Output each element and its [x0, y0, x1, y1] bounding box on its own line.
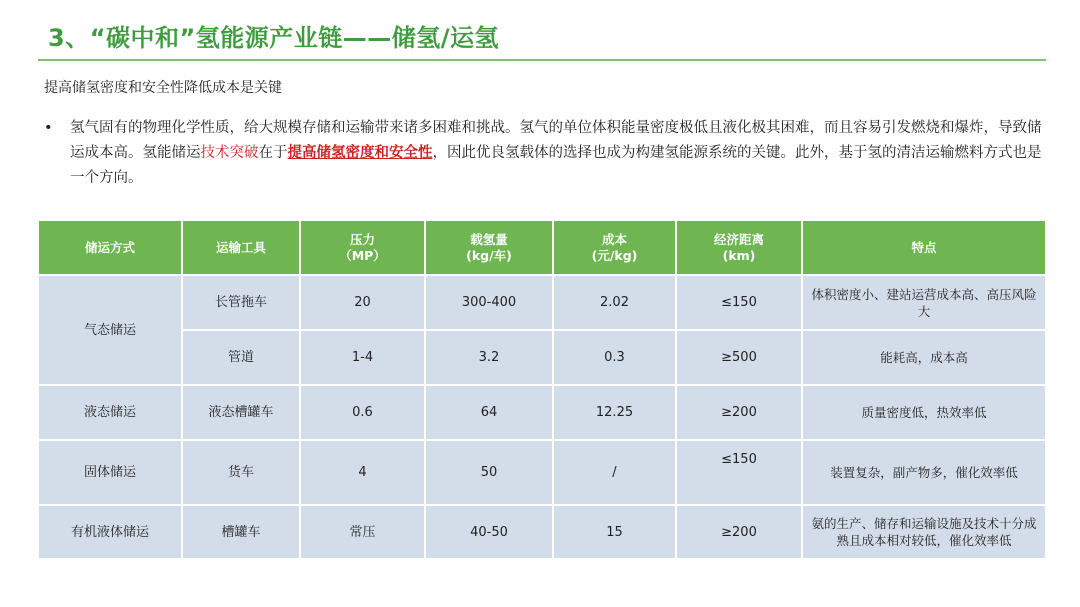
cell-distance: ≥200 [676, 385, 802, 440]
cell-distance: ≥500 [676, 330, 802, 385]
cell-method: 固体储运 [38, 440, 182, 505]
cell-capacity: 40-50 [425, 505, 553, 559]
paragraph-highlight-tech: 技术突破 [200, 145, 259, 161]
bullet-marker: • [44, 120, 53, 136]
paragraph-text [70, 116, 1054, 191]
cell-method: 液态储运 [38, 385, 182, 440]
cell-capacity: 300-400 [425, 275, 553, 330]
cell-distance: ≤150 [676, 440, 802, 505]
cell-cost: / [553, 440, 676, 505]
cell-tool: 长管拖车 [182, 275, 300, 330]
header-feature: 特点 [802, 220, 1046, 275]
cell-tool: 槽罐车 [182, 505, 300, 559]
header-method: 储运方式 [38, 220, 182, 275]
cell-feature: 质量密度低，热效率低 [802, 385, 1046, 440]
cell-tool: 液态槽罐车 [182, 385, 300, 440]
page-title: 3、“碳中和”氢能源产业链——储氢/运氢 [48, 24, 500, 52]
title-divider [38, 59, 1046, 61]
cell-pressure: 4 [300, 440, 425, 505]
paragraph-part-2: 在于 [258, 145, 288, 161]
cell-pressure: 0.6 [300, 385, 425, 440]
paragraph-highlight-density: 提高储氢密度和安全性 [287, 145, 433, 161]
paragraph-part-3: ，因此优良氢载体的选择也成为构建氢能源系统的关键。此外，基于氢的清洁运输燃料方式也是一个方向。 [70, 145, 1042, 186]
cell-distance: ≤150 [676, 275, 802, 330]
cell-pressure: 20 [300, 275, 425, 330]
table-header-row [38, 220, 1046, 275]
cell-cost: 0.3 [553, 330, 676, 385]
cell-cost: 12.25 [553, 385, 676, 440]
header-pressure: 压力 （MP） [300, 220, 425, 275]
cell-pressure: 1-4 [300, 330, 425, 385]
paragraph-part-1: 氢气固有的物理化学性质，给大规模存储和运输带来诸多困难和挑战。氢气的单位体积能量密度极低且液化极其困难，而且容易引发燃烧和爆炸，导致储运成本高。氢能储运 [70, 120, 1042, 161]
cell-pressure: 常压 [300, 505, 425, 559]
cell-feature: 能耗高，成本高 [802, 330, 1046, 385]
header-tool: 运输工具 [182, 220, 300, 275]
header-capacity: 载氢量 (kg/车) [425, 220, 553, 275]
cell-feature: 体积密度小、建站运营成本高、高压风险大 [802, 275, 1046, 330]
cell-cost: 2.02 [553, 275, 676, 330]
cell-distance: ≥200 [676, 505, 802, 559]
cell-feature: 氨的生产、储存和运输设施及技术十分成熟且成本相对较低，催化效率低 [802, 505, 1046, 559]
cell-method: 有机液体储运 [38, 505, 182, 559]
cell-method: 气态储运 [38, 275, 182, 385]
cell-capacity: 64 [425, 385, 553, 440]
header-distance: 经济距离 (km) [676, 220, 802, 275]
bullet-paragraph [44, 116, 1054, 191]
cell-feature: 装置复杂，副产物多，催化效率低 [802, 440, 1046, 505]
cell-capacity: 3.2 [425, 330, 553, 385]
table-row [38, 440, 1046, 505]
table-row [38, 505, 1046, 559]
cell-tool: 货车 [182, 440, 300, 505]
header-cost: 成本 (元/kg) [553, 220, 676, 275]
page-subtitle: 提高储氢密度和安全性降低成本是关键 [44, 80, 282, 96]
cell-cost: 15 [553, 505, 676, 559]
table-row [38, 275, 1046, 330]
storage-transport-table [37, 219, 1047, 560]
table-row [38, 385, 1046, 440]
cell-tool: 管道 [182, 330, 300, 385]
cell-capacity: 50 [425, 440, 553, 505]
table-row [38, 330, 1046, 385]
